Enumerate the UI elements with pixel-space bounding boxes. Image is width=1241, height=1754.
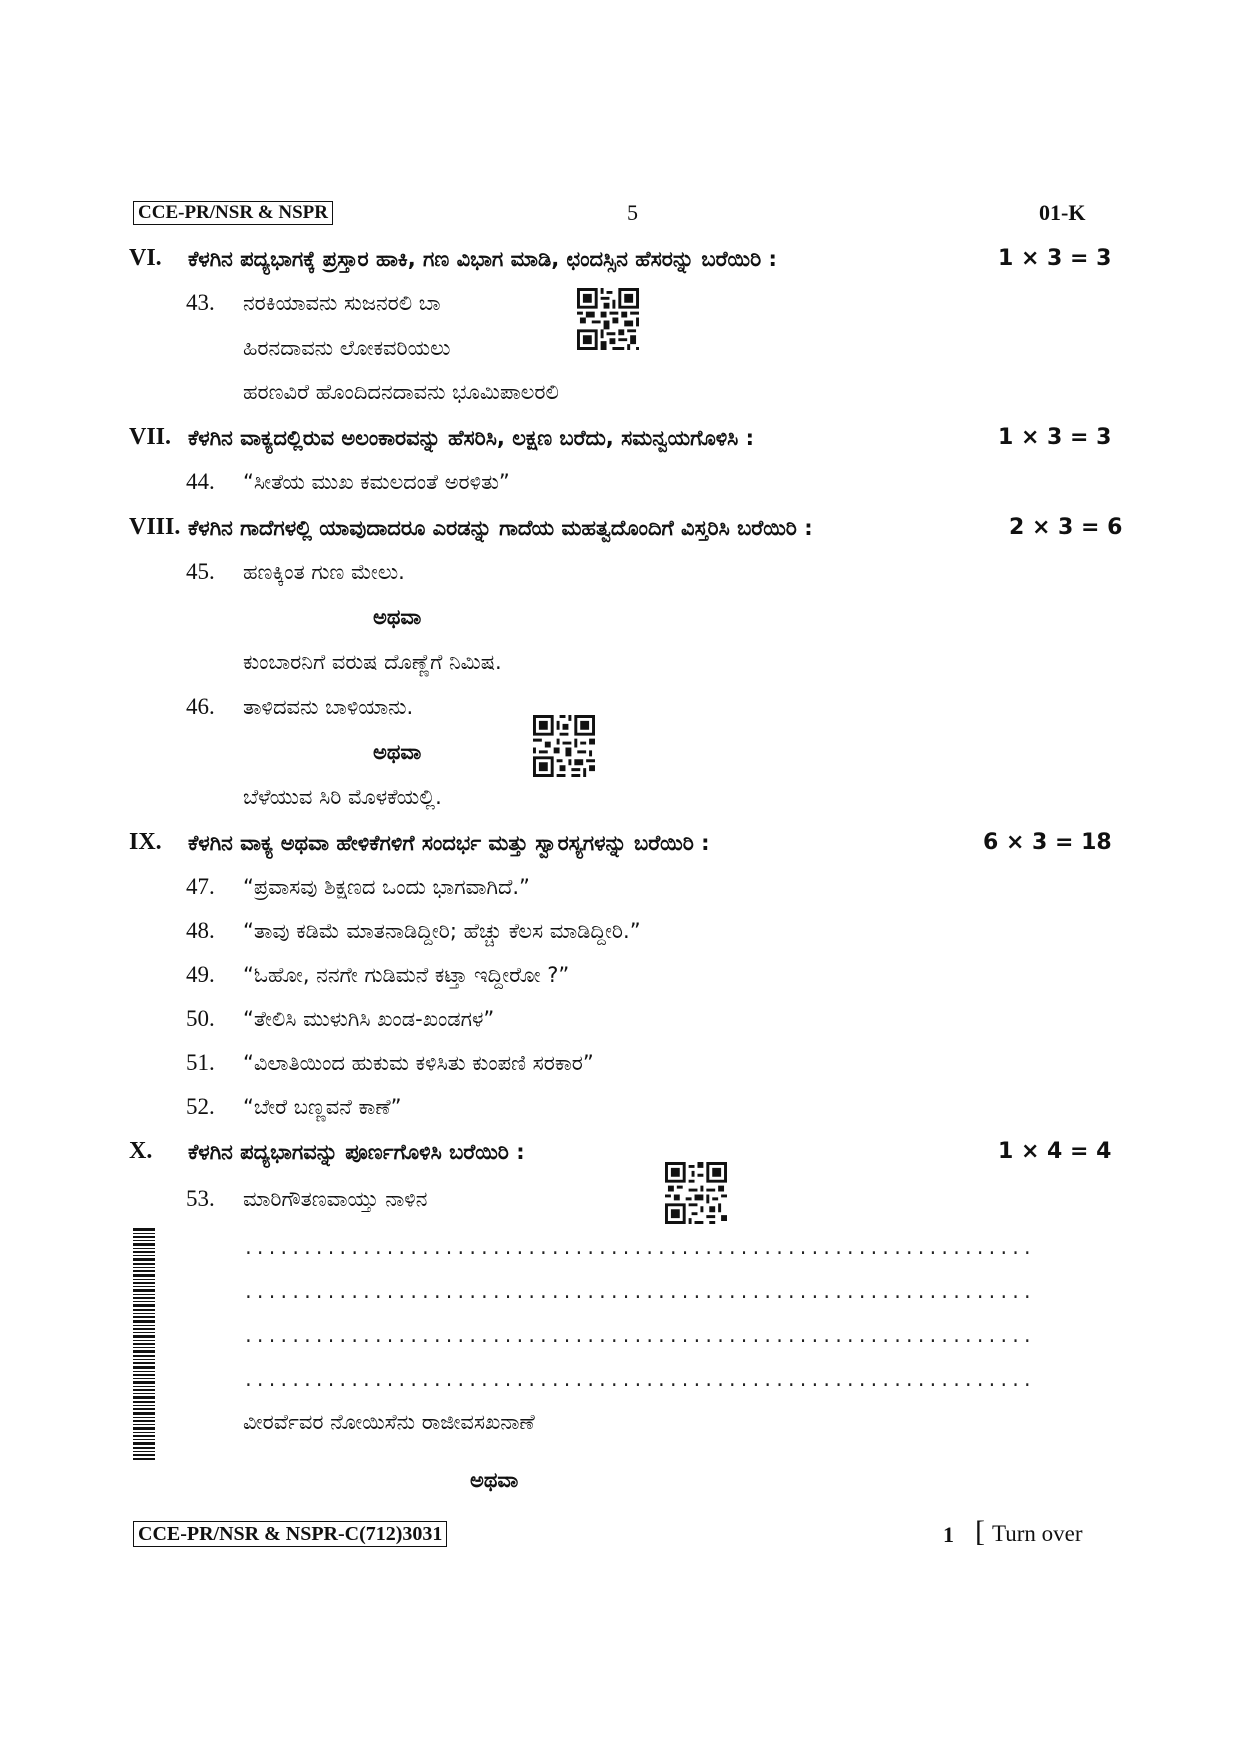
section-ix-number: IX. (129, 829, 162, 855)
set-code: 01-K (1039, 200, 1086, 225)
q50-text: “ತೇಲಿಸಿ ಮುಳುಗಿಸಿ ಖಂಡ-ಖಂಡಗಳ” (243, 1007, 495, 1031)
section-x-number: X. (129, 1138, 153, 1164)
q45-alternative: ಕುಂಬಾರನಿಗೆ ವರುಷ ದೊಣ್ಣೆಗೆ ನಿಮಿಷ. (243, 650, 502, 674)
q47-text: “ಪ್ರವಾಸವು ಶಿಕ್ಷಣದ ಒಂದು ಭಾಗವಾಗಿದೆ.” (243, 875, 530, 899)
q53-last-line: ವೀರರ್ವೆವರ ನೋಯಿಸೆನು ರಾಜೀವಸಖನಾಣೆ (243, 1410, 535, 1434)
section-viii-number: VIII. (129, 514, 181, 540)
section-viii-marks: 2 × 3 = 6 (1009, 515, 1123, 540)
q43-line-2: ಹಿರನದಾವನು ಲೋಕವರಿಯಲು (243, 336, 451, 360)
section-vii-title: ಕೆಳಗಿನ ವಾಕ್ಯದಲ್ಲಿರುವ ಅಲಂಕಾರವನ್ನು ಹೆಸರಿಸಿ, ಲಕ್ಷಣ ಬರೆದು, ಸಮನ್ವಯಗೊಳಿಸಿ : (188, 426, 755, 450)
q53-answer-line-1: ................................................................... (243, 1240, 1034, 1260)
q53-answer-line-2: ................................................................... (243, 1284, 1034, 1304)
q45-number: 45. (186, 559, 215, 584)
footer-number: 1 (943, 1522, 954, 1547)
q44-number: 44. (186, 469, 215, 494)
q49-text: “ಓಹೋ, ನನಗೇ ಗುಡಿಮನೆ ಕಟ್ತಾ ಇದ್ದೀರೋ ?” (243, 963, 570, 987)
q52-text: “ಬೇರೆ ಬಣ್ಣವನೆ ಕಾಣೆ” (243, 1095, 402, 1119)
q43-line-1: ನರಕಿಯಾವನು ಸುಜನರಲಿ ಬಾ (243, 291, 441, 315)
footer-bracket: [ (975, 1515, 985, 1548)
q53-first-line: ಮಾರಿಗೌತಣವಾಯ್ತು ನಾಳಿನ (243, 1187, 428, 1211)
q50-number: 50. (186, 1006, 215, 1031)
section-vii-marks: 1 × 3 = 3 (998, 425, 1112, 450)
q53-answer-line-4: ................................................................... (243, 1372, 1034, 1392)
q45-text: ಹಣಕ್ಕಿಂತ ಗುಣ ಮೇಲು. (243, 560, 405, 584)
section-viii-title: ಕೆಳಗಿನ ಗಾದೆಗಳಲ್ಲಿ ಯಾವುದಾದರೂ ಎರಡನ್ನು ಗಾದೆಯ ಮಹತ್ವದೊಂದಿಗೆ ವಿಸ್ತರಿಸಿ ಬರೆಯಿರಿ : (188, 516, 813, 540)
q53-number: 53. (186, 1186, 215, 1211)
q46-text: ತಾಳಿದವನು ಬಾಳಿಯಾನು. (243, 695, 414, 719)
q49-number: 49. (186, 962, 215, 987)
section-ix-marks: 6 × 3 = 18 (983, 830, 1112, 855)
barcode-icon (133, 1228, 155, 1460)
turn-over-label: Turn over (992, 1521, 1083, 1546)
q43-line-3: ಹರಣವಿರೆ ಹೊಂದಿದನದಾವನು ಭೂಮಿಪಾಲರಲಿ (243, 380, 559, 404)
section-vi-number: VI. (129, 245, 162, 271)
q51-text: “ವಿಲಾತಿಯಿಂದ ಹುಕುಮ ಕಳಿಸಿತು ಕುಂಪಣಿ ಸರಕಾರ” (243, 1051, 594, 1075)
page-number: 5 (627, 200, 638, 225)
section-x-marks: 1 × 4 = 4 (998, 1139, 1112, 1164)
q53-answer-line-3: ................................................................... (243, 1328, 1034, 1348)
q46-athava: ಅಥವಾ (373, 740, 422, 764)
q53-athava: ಅಥವಾ (470, 1468, 519, 1492)
q51-number: 51. (186, 1050, 215, 1075)
qr-code-icon (577, 288, 639, 350)
q48-number: 48. (186, 918, 215, 943)
section-x-title: ಕೆಳಗಿನ ಪದ್ಯಭಾಗವನ್ನು ಪೂರ್ಣಗೊಳಿಸಿ ಬರೆಯಿರಿ : (188, 1140, 525, 1164)
q44-text: “ಸೀತೆಯ ಮುಖ ಕಮಲದಂತೆ ಅರಳಿತು” (243, 470, 510, 494)
section-ix-title: ಕೆಳಗಿನ ವಾಕ್ಯ ಅಥವಾ ಹೇಳಿಕೆಗಳಿಗೆ ಸಂದರ್ಭ ಮತ್ತು ಸ್ವಾರಸ್ಯಗಳನ್ನು ಬರೆಯಿರಿ : (188, 831, 710, 855)
q43-number: 43. (186, 290, 215, 315)
qr-code-icon (533, 715, 595, 777)
q47-number: 47. (186, 874, 215, 899)
q45-athava: ಅಥವಾ (373, 605, 422, 629)
section-vi-title: ಕೆಳಗಿನ ಪದ್ಯಭಾಗಕ್ಕೆ ಪ್ರಸ್ತಾರ ಹಾಕಿ, ಗಣ ವಿಭಾಗ ಮಾಡಿ, ಛಂದಸ್ಸಿನ ಹೆಸರನ್ನು ಬರೆಯಿರಿ : (188, 247, 777, 271)
q48-text: “ತಾವು ಕಡಿಮೆ ಮಾತನಾಡಿದ್ದೀರಿ; ಹೆಚ್ಚು ಕೆಲಸ ಮಾಡಿದ್ದೀರಿ.” (243, 919, 641, 943)
header-code: CCE-PR/NSR & NSPR (133, 201, 333, 225)
q52-number: 52. (186, 1094, 215, 1119)
qr-code-icon (665, 1162, 727, 1224)
q46-number: 46. (186, 694, 215, 719)
q46-alternative: ಬೆಳೆಯುವ ಸಿರಿ ಮೊಳಕೆಯಲ್ಲಿ. (243, 785, 442, 809)
section-vii-number: VII. (129, 424, 172, 450)
footer-code: CCE-PR/NSR & NSPR-C(712)3031 (133, 1521, 447, 1547)
section-vi-marks: 1 × 3 = 3 (998, 246, 1112, 271)
